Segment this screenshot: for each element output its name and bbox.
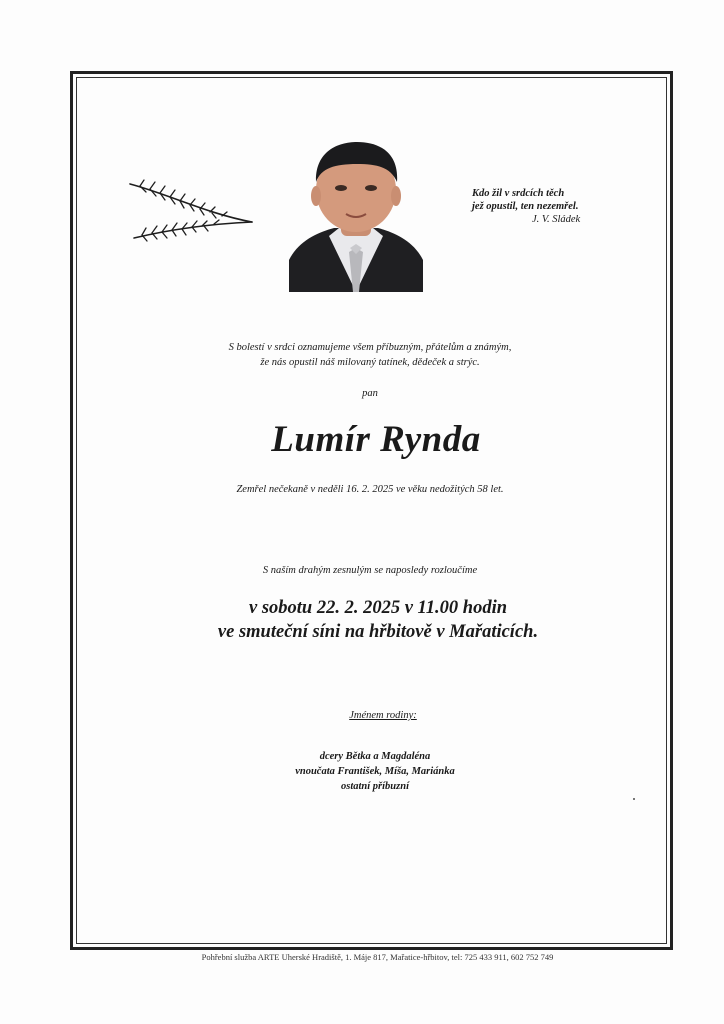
print-speck [633,798,635,800]
family-member: dcery Bětka a Magdaléna [319,751,431,762]
announcement-line-1: S bolestí v srdci oznamujeme všem příbuzným, přátelům a známým, [228,342,512,353]
deceased-name: Lumír Rynda [271,419,481,460]
portrait-photo [289,140,423,292]
ceremony-details [100,596,656,644]
farewell-text: S naším drahým zesnulým se naposledy rozloučíme [262,565,478,576]
memorial-quote [472,187,612,226]
announcement-text [100,340,640,370]
quote-line-2: jež opustil, ten nezemřel. [472,201,579,212]
ceremony-place: ve smuteční síni na hřbitově v Mařaticích. [217,622,539,642]
family-member: vnoučata František, Míša, Mariánka [295,766,455,777]
family-heading: Jménem rodiny: [349,710,417,721]
quote-author: J. V. Sládek [532,214,581,225]
announcement-line-2: že nás opustil náš milovaný tatínek, dědeček a strýc. [260,357,480,368]
ceremony-date: v sobotu 22. 2. 2025 v 11.00 hodin [249,598,507,618]
family-members [100,749,650,794]
funeral-service-footer: Pohřební služba ARTE Uherské Hradiště, 1. Máje 817, Mařatice-hřbitov, tel: 725 433 911, 602 752 749 [201,952,554,962]
family-member: ostatní příbuzní [341,781,409,792]
quote-line-1: Kdo žil v srdcích těch [472,188,565,199]
branch-icon [128,174,254,244]
death-info: Zemřel nečekaně v neděli 16. 2. 2025 ve věku nedožitých 58 let. [236,484,504,495]
honorific: pan [362,388,378,399]
